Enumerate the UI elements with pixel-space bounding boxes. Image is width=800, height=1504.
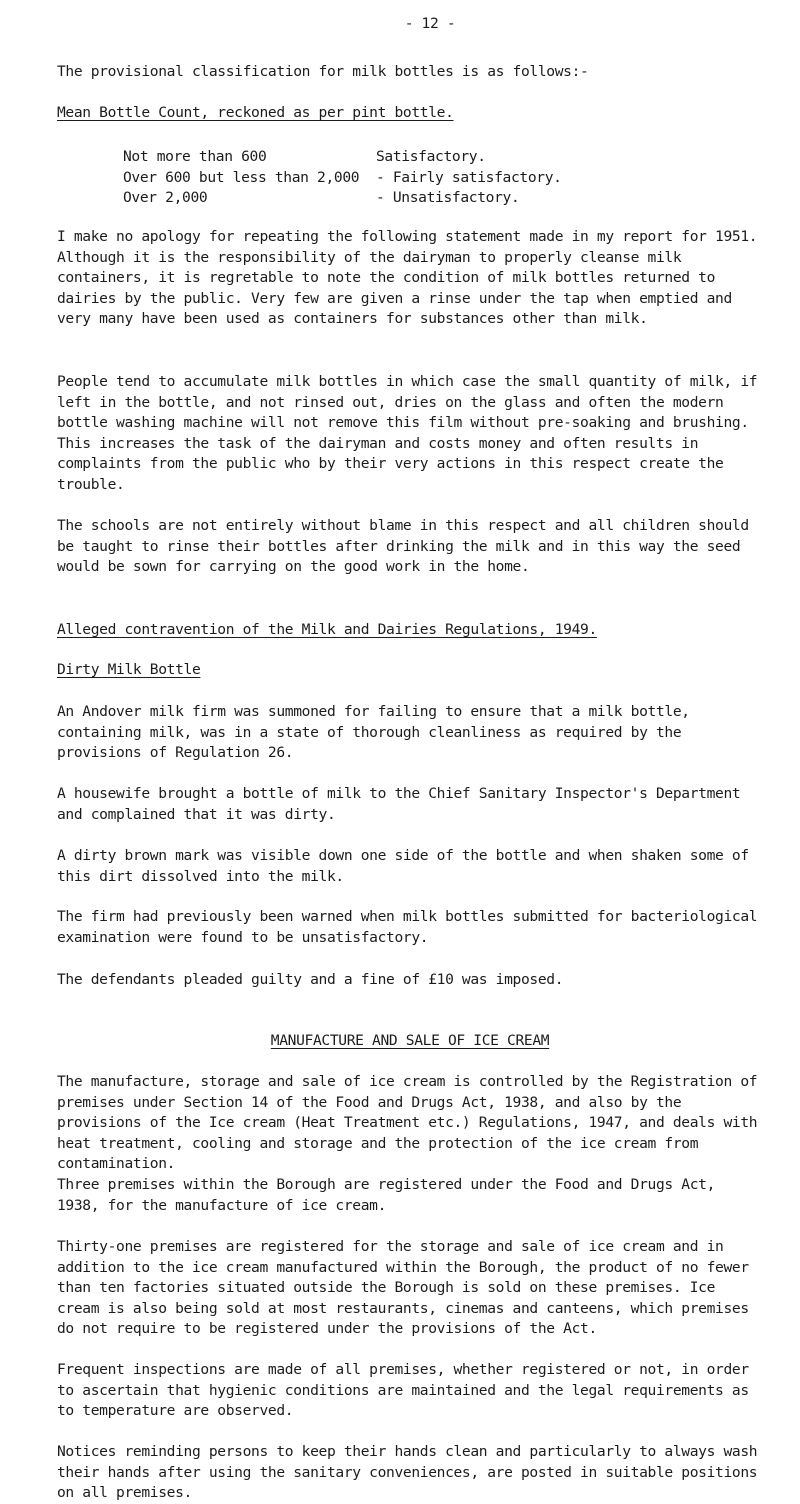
classification-range: Over 600 but less than 2,000 — [123, 168, 360, 186]
paragraph: I make no apology for repeating the following statement made in my report for 1951. Although it is the responsibility of the dairyman to properly cleanse milk containers, it is regretable to note the condition of milk bottles returned to dairies by the public. Very few are given a rinse under the tap when emptied and very many have been used as containers for substances other than milk. — [57, 228, 758, 327]
paragraph: A housewife brought a bottle of milk to the Chief Sanitary Inspector's Department and complained that it was dirty. — [57, 785, 741, 823]
classification-result: - Fairly satisfactory. — [376, 168, 562, 186]
paragraph: Three premises within the Borough are registered under the Food and Drugs Act, 1938, for the manufacture of ice cream. — [57, 1176, 716, 1214]
paragraph: Frequent inspections are made of all premises, whether registered or not, in order to ascertain that hygienic conditions are maintained and the legal requirements as to temperature are observed. — [57, 1361, 749, 1419]
paragraph: A dirty brown mark was visible down one side of the bottle and when shaken some of this dirt dissolved into the milk. — [57, 847, 749, 885]
classification-row — [123, 147, 562, 168]
classification-result: Satisfactory. — [376, 148, 486, 165]
paragraph: An Andover milk firm was summoned for failing to ensure that a milk bottle, containing milk, was in a state of thorough cleanliness as required by the provisions of Regulation 26. — [57, 703, 690, 761]
paragraph: The schools are not entirely without blame in this respect and all children should be taught to rinse their bottles after drinking the milk and in this way the seed would be sown for carrying on the good work in the home. — [57, 517, 749, 575]
classification-table — [123, 147, 562, 209]
classification-heading: Mean Bottle Count, reckoned as per pint bottle. — [57, 104, 454, 121]
section-heading-dirty-bottle: Dirty Milk Bottle — [57, 661, 201, 678]
classification-range: Not more than 600 — [123, 148, 267, 165]
classification-range: Over 2,000 — [123, 189, 208, 206]
section-heading-ice-cream: MANUFACTURE AND SALE OF ICE CREAM — [270, 1032, 550, 1049]
page-number: - 12 - — [404, 15, 456, 32]
paragraph: The firm had previously been warned when milk bottles submitted for bacteriological examination were found to be unsatisfactory. — [57, 908, 758, 946]
intro-text: The provisional classification for milk bottles is as follows:- — [57, 63, 589, 80]
paragraph: People tend to accumulate milk bottles in which case the small quantity of milk, if left in the bottle, and not rinsed out, dries on the glass and often the modern bottle washing machine will not remove this film without pre-soaking and brushing. This increases the task of the dairyman and costs money and often results in complaints from the public who by their very actions in this respect create the trouble. — [57, 373, 758, 493]
classification-result: - Unsatisfactory. — [376, 189, 520, 206]
classification-row — [123, 168, 562, 189]
classification-row — [123, 188, 562, 209]
section-heading-alleged: Alleged contravention of the Milk and Dairies Regulations, 1949. — [57, 621, 597, 638]
paragraph: The defendants pleaded guilty and a fine of £10 was imposed. — [57, 971, 564, 988]
paragraph: Notices reminding persons to keep their hands clean and particularly to always wash their hands after using the sanitary conveniences, are posted in suitable positions on all premises. — [57, 1443, 758, 1501]
paragraph: The manufacture, storage and sale of ice cream is controlled by the Registration of premises under Section 14 of the Food and Drugs Act, 1938, and also by the provisions of the Ice cream (Heat Treatment etc.) Regulations, 1947, and deals with heat treatment, cooling and storage and the protection of the ice cream from contamination. — [57, 1073, 758, 1172]
paragraph: Thirty-one premises are registered for the storage and sale of ice cream and in addition to the ice cream manufactured within the Borough, the product of no fewer than ten factories situated outside the Borough is sold on these premises. Ice cream is also being sold at most restaurants, cinemas and canteens, which premises do not require to be registered under the provisions of the Act. — [57, 1238, 749, 1337]
